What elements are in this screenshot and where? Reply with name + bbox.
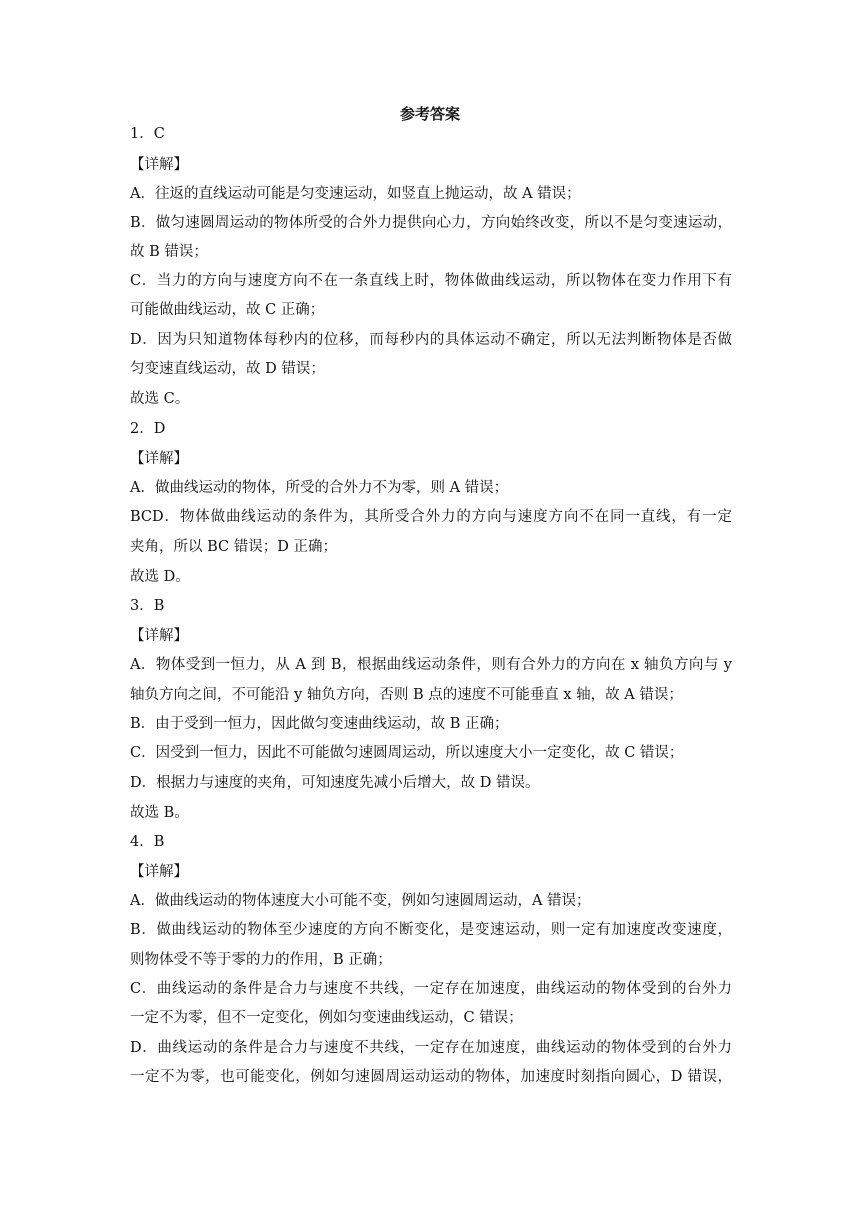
explanation-line: 轴负方向之间，不可能沿 y 轴负方向，否则 B 点的速度不可能垂直 x 轴，故 A 错误；: [130, 687, 683, 703]
explanation-line: 夹角，所以 BC 错误；D 正确；: [130, 539, 337, 555]
explanation-line: 一定不为零，也可能变化，例如匀速圆周运动运动的物体，加速度时刻指向圆心，D 错误，: [130, 1069, 732, 1085]
answer-number-2: 2．D: [130, 421, 166, 437]
explanation-line: D．因为只知道物体每秒内的位移，而每秒内的具体运动不确定，所以无法判断物体是否做: [130, 332, 732, 348]
answer-number-1: 1．C: [130, 126, 165, 142]
explanation-line: B．做匀速圆周运动的物体所受的合外力提供向心力，方向始终改变，所以不是匀变速运动，: [130, 215, 732, 231]
answer-choice-line: 故选 C。: [130, 391, 190, 407]
explanation-line: 一定不为零，但不一定变化，例如匀变速曲线运动，C 错误；: [130, 1010, 523, 1026]
explanation-line: BCD．物体做曲线运动的条件为，其所受合外力的方向与速度方向不在同一直线，有一定: [130, 509, 732, 525]
explanation-line: 匀变速直线运动，故 D 错误；: [130, 361, 325, 377]
detail-heading-2: 【详解】: [130, 451, 188, 467]
answer-choice-line: 故选 B。: [130, 805, 189, 821]
answer-number-3: 3．B: [130, 598, 165, 614]
answer-choice-line: 故选 D。: [130, 569, 190, 585]
explanation-line: C．曲线运动的条件是合力与速度不共线，一定存在加速度，曲线运动的物体受到的台外力: [130, 981, 732, 997]
answer-number-4: 4．B: [130, 834, 165, 850]
detail-heading-3: 【详解】: [130, 628, 188, 644]
explanation-line: A．做曲线运动的物体速度大小可能不变，例如匀速圆周运动，A 错误；: [130, 893, 591, 909]
explanation-line: B．做曲线运动的物体至少速度的方向不断变化，是变速运动，则一定有加速度改变速度，: [130, 922, 732, 938]
explanation-line: 可能做曲线运动，故 C 正确；: [130, 302, 325, 318]
explanation-line: B．由于受到一恒力，因此做匀变速曲线运动，故 B 正确；: [130, 716, 509, 732]
explanation-line: A．往返的直线运动可能是匀变速运动，如竖直上抛运动，故 A 错误；: [130, 186, 581, 202]
explanation-line: D．曲线运动的条件是合力与速度不共线，一定存在加速度，曲线运动的物体受到的台外力: [130, 1040, 732, 1056]
explanation-line: D．根据力与速度的夹角，可知速度先减小后增大，故 D 错误。: [130, 775, 540, 791]
detail-heading-1: 【详解】: [130, 157, 188, 173]
explanation-line: A．做曲线运动的物体，所受的合外力不为零，则 A 错误；: [130, 480, 509, 496]
explanation-line: 则物体受不等于零的力的作用，B 正确；: [130, 952, 392, 968]
explanation-line: C．当力的方向与速度方向不在一条直线上时，物体做曲线运动，所以物体在变力作用下有: [130, 273, 732, 289]
explanation-line: A．物体受到一恒力，从 A 到 B，根据曲线运动条件，则有合外力的方向在 x 轴负方向与 y: [130, 657, 732, 673]
explanation-line: C．因受到一恒力，因此不可能做匀速圆周运动，所以速度大小一定变化，故 C 错误；: [130, 745, 684, 761]
explanation-line: 故 B 错误；: [130, 244, 208, 260]
detail-heading-4: 【详解】: [130, 864, 188, 880]
page-title: 参考答案: [399, 105, 460, 123]
